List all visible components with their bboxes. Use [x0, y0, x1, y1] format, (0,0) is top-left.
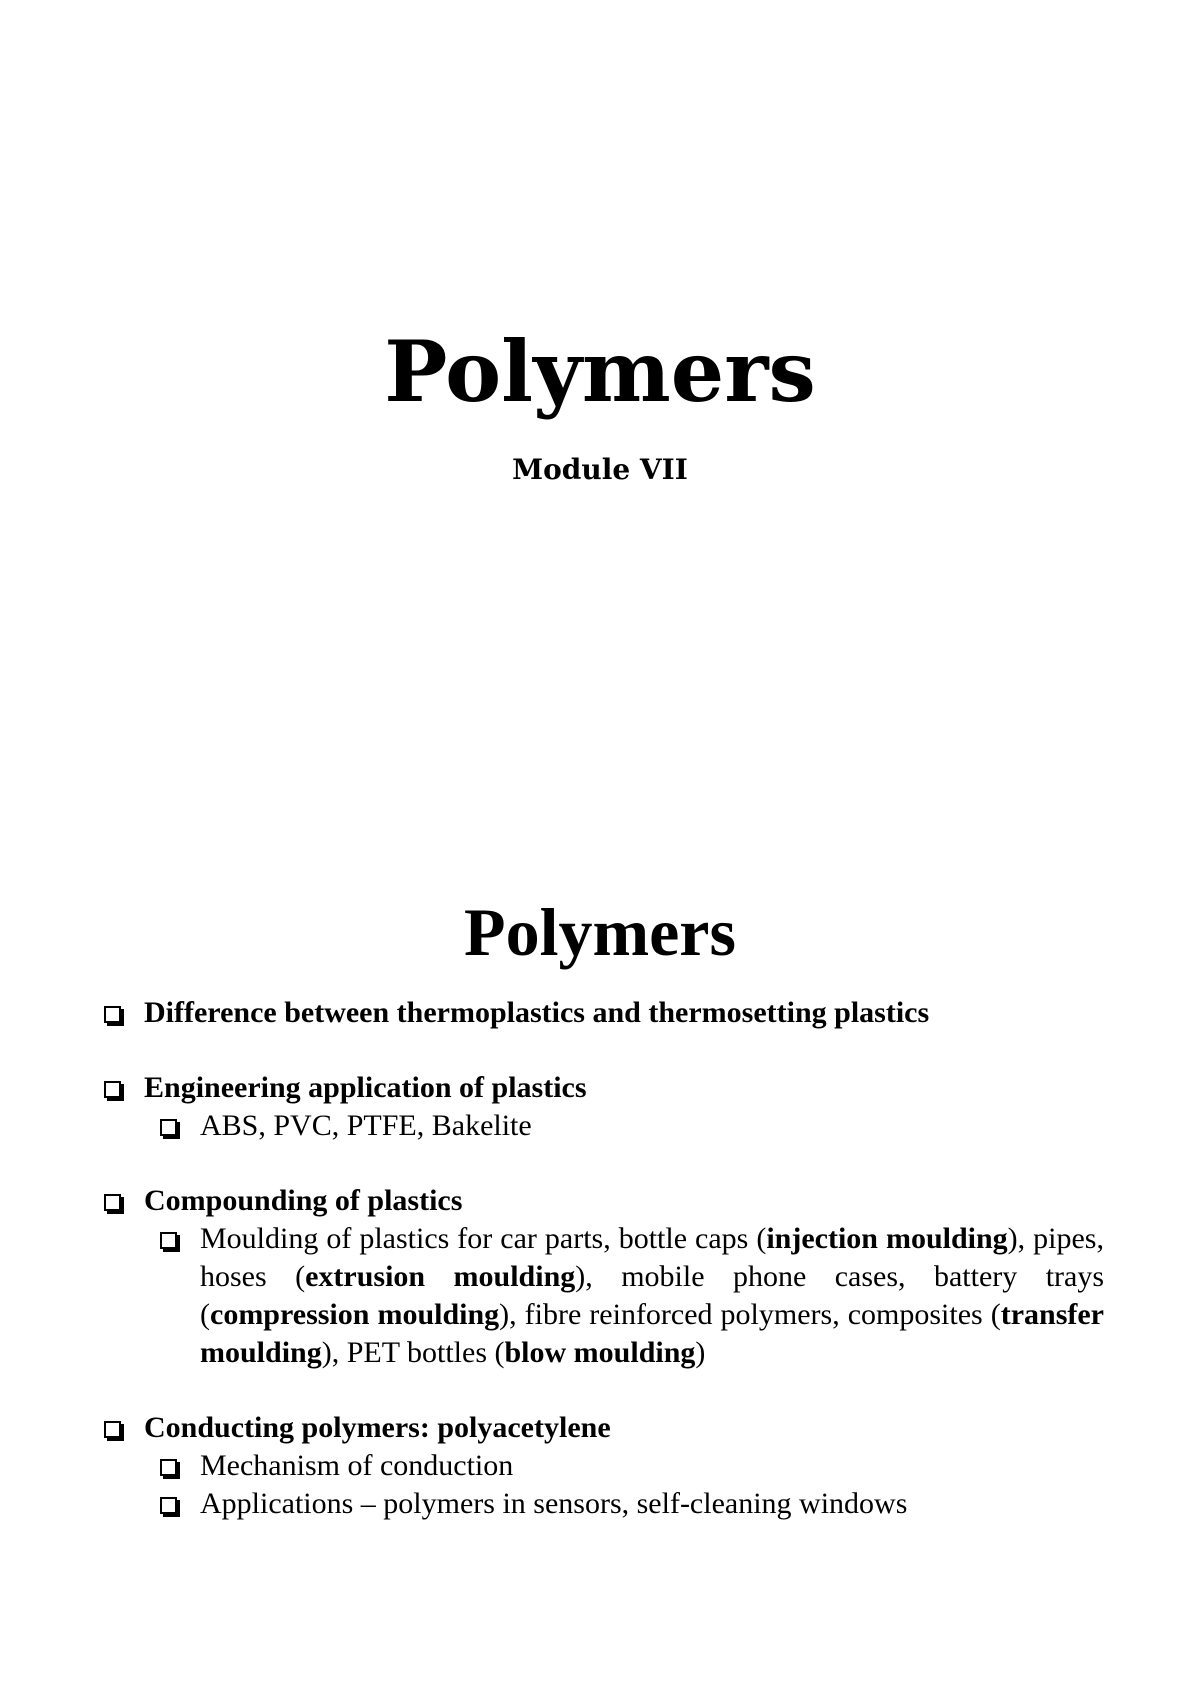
- text-run-bold: extrusion moulding: [305, 1260, 576, 1293]
- list-item-label: Engineering application of plastics: [144, 1071, 587, 1104]
- checkbox-bullet-icon: [160, 1497, 177, 1514]
- sub-list-item: [104, 1107, 1104, 1145]
- text-run-bold: transfer moulding: [200, 1298, 1104, 1369]
- list-item-label: Conducting polymers: polyacetylene: [144, 1411, 611, 1444]
- content-slide-title: Polymers: [464, 894, 736, 970]
- sub-list-item: [104, 1485, 1104, 1523]
- checkbox-bullet-icon: [104, 1194, 121, 1211]
- bullet-list: [104, 994, 1104, 1523]
- sub-list-item: [104, 1447, 1104, 1485]
- text-run: ), PET bottles (: [321, 1336, 505, 1369]
- checkbox-bullet-icon: [104, 1006, 121, 1023]
- list-item: [104, 994, 1104, 1032]
- text-run: ), mobile phone cases, battery trays (: [200, 1260, 1105, 1331]
- checkbox-bullet-icon: [160, 1232, 177, 1249]
- sub-list-item: [104, 1220, 1104, 1372]
- checkbox-bullet-icon: [104, 1081, 121, 1098]
- title-slide: [0, 0, 1200, 848]
- sub-list-item-text: ABS, PVC, PTFE, Bakelite: [200, 1109, 532, 1142]
- text-run: ), fibre reinforced polymers, composites (: [499, 1298, 1001, 1331]
- text-run: ), pipes, hoses (: [200, 1222, 1104, 1293]
- list-item: [104, 1069, 1104, 1107]
- sub-list-item-text: Applications – polymers in sensors, self-cleaning windows: [200, 1487, 908, 1520]
- checkbox-bullet-icon: [160, 1119, 177, 1136]
- content-slide: [0, 848, 1200, 1697]
- sub-list-item-text: Mechanism of conduction: [200, 1449, 514, 1482]
- list-item-label: Compounding of plastics: [144, 1184, 463, 1217]
- list-item: [104, 1182, 1104, 1220]
- text-run-bold: compression moulding: [210, 1298, 500, 1331]
- text-run-bold: injection moulding: [766, 1222, 1008, 1255]
- list-item: [104, 1409, 1104, 1447]
- text-run-bold: blow moulding: [504, 1336, 696, 1369]
- checkbox-bullet-icon: [104, 1421, 121, 1438]
- text-run: ): [695, 1336, 706, 1369]
- text-run: Moulding of plastics for car parts, bottle caps (: [200, 1222, 767, 1255]
- slide-subtitle: Module VII: [512, 453, 688, 486]
- slide-title: Polymers: [384, 322, 816, 421]
- list-item-label: Difference between thermoplastics and thermosetting plastics: [144, 996, 930, 1029]
- checkbox-bullet-icon: [160, 1459, 177, 1476]
- sub-list-item-text: [160, 1220, 1104, 1372]
